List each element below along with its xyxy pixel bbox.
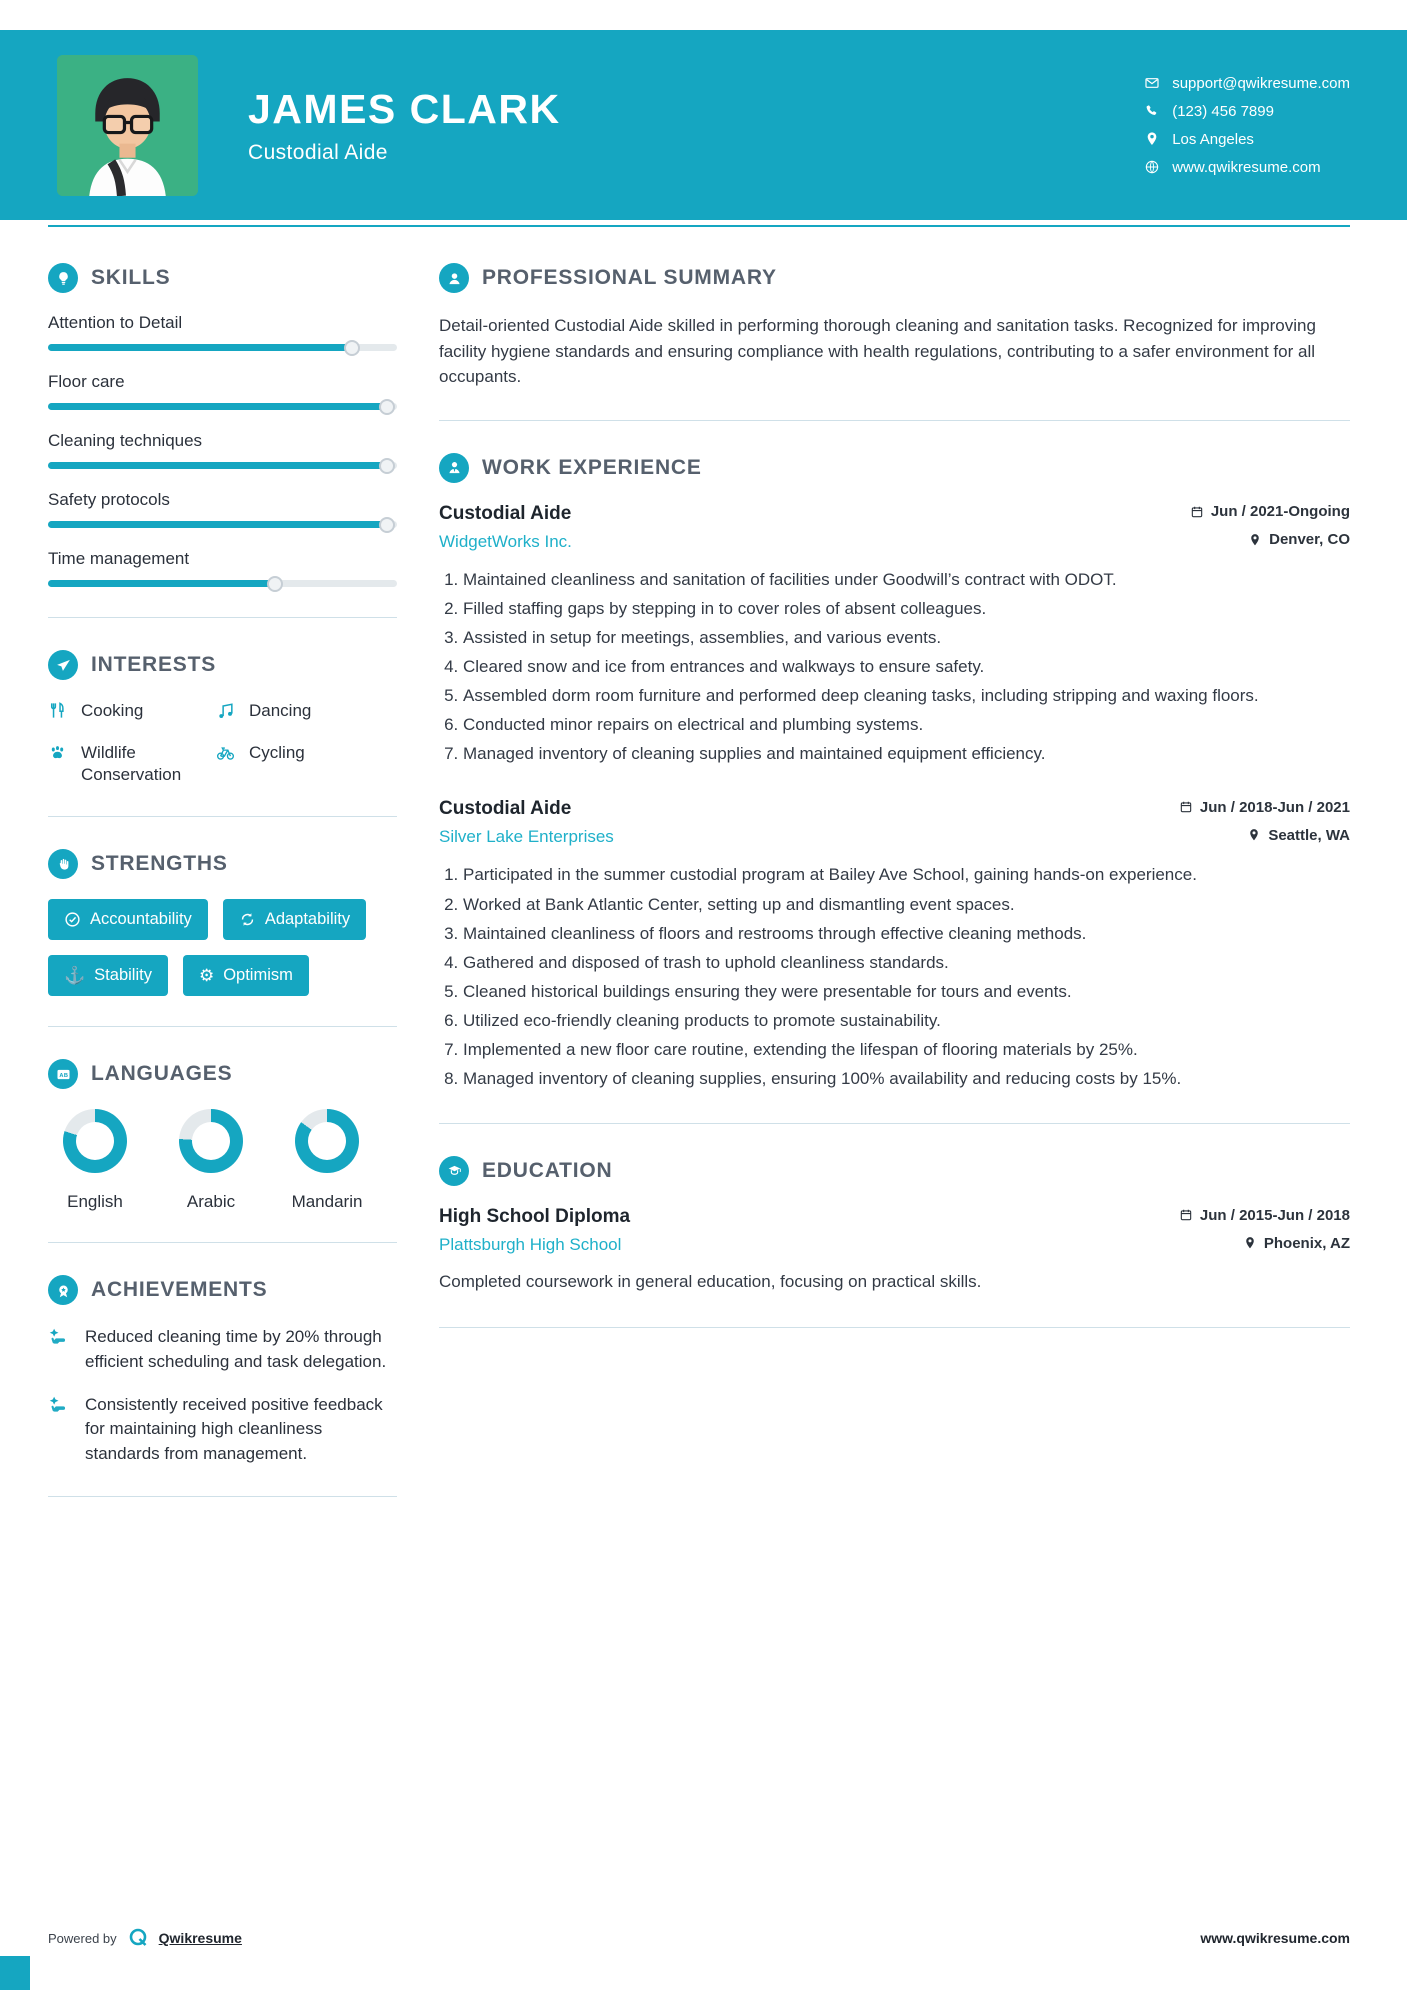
- strengths-title: STRENGTHS: [91, 852, 228, 876]
- left-column: [48, 263, 397, 1529]
- experience-bullet: 3. Maintained cleanliness of floors and restrooms through effective cleaning methods.: [463, 922, 1350, 946]
- language-item: [176, 1109, 246, 1212]
- achievement-text: Consistently received positive feedback for maintaining high cleanliness standards from management.: [85, 1394, 383, 1463]
- education-title: EDUCATION: [482, 1159, 613, 1183]
- section-achievements: [48, 1275, 397, 1466]
- experience-bullet: 2. Filled staffing gaps by stepping in to cover roles of absent colleagues.: [463, 597, 1350, 621]
- section-divider: [439, 1327, 1350, 1328]
- skill-bar: [48, 580, 397, 587]
- pin-icon: [1247, 828, 1261, 842]
- content-columns: [0, 227, 1407, 1529]
- language-card-icon: [48, 1059, 78, 1089]
- qwikresume-brand-link[interactable]: Qwikresume: [158, 1930, 242, 1946]
- achievements-heading-row: [48, 1275, 397, 1305]
- language-donut: [179, 1109, 243, 1173]
- strength-chip: [48, 955, 168, 996]
- experience-bullet: 7. Implemented a new floor care routine, extending the lifespan of flooring materials by 25%.: [463, 1038, 1350, 1062]
- job-location: Seattle, WA: [1247, 827, 1350, 844]
- job-bullet-list: [439, 863, 1350, 1091]
- strengths-heading-row: [48, 849, 397, 879]
- section-divider: [439, 420, 1350, 421]
- contact-list: [1144, 64, 1350, 187]
- job-title-row: [439, 503, 1350, 525]
- wildlife-icon: [48, 742, 70, 786]
- globe-icon: [1144, 159, 1160, 175]
- experience-bullet: 4. Cleared snow and ice from entrances and walkways to ensure safety.: [463, 655, 1350, 679]
- sparkle-hand-icon: [48, 1325, 72, 1374]
- skill-bar: [48, 462, 397, 469]
- section-languages: [48, 1059, 397, 1212]
- languages-title: LANGUAGES: [91, 1062, 233, 1086]
- powered-by-label: Powered by: [48, 1930, 117, 1946]
- education-school-row: [439, 1228, 1350, 1255]
- svg-text:A: A: [58, 1072, 63, 1079]
- interest-label: Wildlife Conservation: [81, 743, 182, 785]
- footer: [48, 1926, 1350, 1950]
- skill-label: Time management: [48, 549, 190, 568]
- contact-email-text: support@qwikresume.com: [1172, 74, 1350, 92]
- skill-label: Cleaning techniques: [48, 431, 203, 450]
- graduate-icon: [439, 1156, 469, 1186]
- job-bullet-list: [439, 568, 1350, 767]
- job-title-row: [439, 798, 1350, 820]
- language-item: [60, 1109, 130, 1212]
- language-donut: [63, 1109, 127, 1173]
- header: [0, 30, 1407, 220]
- pin-icon: [1243, 1236, 1257, 1250]
- contact-location[interactable]: [1144, 131, 1350, 148]
- experience-bullet: 4. Gathered and disposed of trash to uphold cleanliness standards.: [463, 951, 1350, 975]
- medal-icon: [48, 1275, 78, 1305]
- job-entry: [439, 503, 1350, 767]
- languages-heading-row: [48, 1059, 397, 1089]
- section-strengths: [48, 849, 397, 996]
- strength-label: Stability: [94, 966, 152, 985]
- skill-item: [48, 490, 397, 528]
- lightbulb-icon: [48, 263, 78, 293]
- footer-website-link[interactable]: www.qwikresume.com: [1200, 1930, 1350, 1946]
- section-divider: [48, 1242, 397, 1243]
- language-label: Arabic: [186, 1192, 236, 1212]
- achievements-title: ACHIEVEMENTS: [91, 1278, 268, 1302]
- experience-bullet: 1. Maintained cleanliness and sanitation of facilities under Goodwill’s contract with ODOT.: [463, 568, 1350, 592]
- experience-bullet: 3. Assisted in setup for meetings, assemblies, and various events.: [463, 626, 1350, 650]
- skill-label: Floor care: [48, 372, 125, 391]
- qwikresume-logo-icon: [126, 1926, 150, 1950]
- skills-title: SKILLS: [91, 266, 171, 289]
- summary-title: PROFESSIONAL SUMMARY: [482, 266, 777, 289]
- section-experience: [439, 453, 1350, 1092]
- strength-chips: [48, 899, 397, 996]
- skill-item: [48, 431, 397, 469]
- education-heading-row: [439, 1156, 1350, 1186]
- section-divider: [48, 816, 397, 817]
- music-note-icon: [216, 700, 238, 726]
- interest-label: Cooking: [81, 701, 144, 720]
- language-donut: [295, 1109, 359, 1173]
- education-degree-row: [439, 1206, 1350, 1228]
- company-name: Silver Lake Enterprises: [439, 827, 614, 847]
- languages-row: [48, 1109, 397, 1212]
- education-entry: [439, 1206, 1350, 1295]
- contact-location-text: Los Angeles: [1172, 130, 1254, 148]
- job-title: Custodial Aide: [439, 502, 572, 524]
- degree-name: High School Diploma: [439, 1206, 631, 1228]
- corner-accent: [0, 1956, 30, 1990]
- education-location: Phoenix, AZ: [1243, 1235, 1350, 1252]
- anchor-icon: ⚓: [64, 966, 86, 986]
- utensils-icon: [48, 700, 70, 726]
- section-divider: [48, 617, 397, 618]
- skill-bar: [48, 403, 397, 410]
- strength-label: Optimism: [223, 966, 293, 985]
- experience-bullet: 5. Assembled dorm room furniture and performed deep cleaning tasks, including stripping and waxing floors.: [463, 684, 1350, 708]
- achievement-item: [48, 1325, 397, 1374]
- experience-heading-row: [439, 453, 1350, 483]
- email-icon: [1144, 75, 1160, 91]
- achievement-item: [48, 1393, 397, 1467]
- job-location: Denver, CO: [1248, 531, 1350, 548]
- interest-label: Cycling: [249, 743, 305, 763]
- skill-item: [48, 313, 397, 351]
- contact-email[interactable]: [1144, 75, 1350, 92]
- avatar: [57, 55, 198, 196]
- candidate-name: JAMES CLARK: [248, 85, 561, 132]
- strength-chip: [48, 899, 208, 940]
- experience-bullet: 6. Utilized eco-friendly cleaning products to promote sustainability.: [463, 1009, 1350, 1033]
- skill-label: Attention to Detail: [48, 313, 183, 332]
- pin-icon: [1248, 533, 1262, 547]
- bicycle-icon: [216, 742, 238, 786]
- achievement-text: Reduced cleaning time by 20% through efficient scheduling and task delegation.: [85, 1327, 387, 1371]
- sparkle-hand-icon: [48, 1393, 72, 1467]
- calendar-icon: [1179, 800, 1193, 814]
- summary-text: Detail-oriented Custodial Aide skilled in performing thorough cleaning and sanitation tasks. Recognized for improving facility hygiene standards and ensuring compliance with health regulations, contributing to a safer environment for all occupants.: [439, 316, 1316, 386]
- job-company-row: [439, 525, 1350, 552]
- section-education: [439, 1156, 1350, 1295]
- skills-heading-row: [48, 263, 397, 293]
- candidate-title: Custodial Aide: [248, 140, 388, 164]
- contact-website-text: www.qwikresume.com: [1172, 158, 1321, 176]
- company-name: WidgetWorks Inc.: [439, 531, 572, 551]
- strength-chip: [183, 955, 309, 996]
- school-name: Plattsburgh High School: [439, 1235, 622, 1255]
- experience-bullet: 5. Cleaned historical buildings ensuring they were presentable for tours and events.: [463, 980, 1350, 1004]
- experience-bullet: 2. Worked at Bank Atlantic Center, setting up and dismantling event spaces.: [463, 893, 1350, 917]
- summary-heading-row: [439, 263, 1350, 293]
- section-interests: [48, 650, 397, 786]
- section-skills: [48, 263, 397, 587]
- strength-chip: [223, 899, 366, 940]
- identity-block: [248, 86, 561, 165]
- calendar-icon: [1179, 1208, 1193, 1222]
- experience-title: WORK EXPERIENCE: [482, 455, 702, 479]
- job-dates: Jun / 2021-Ongoing: [1190, 503, 1350, 520]
- interest-item: [48, 742, 216, 786]
- section-divider: [439, 1123, 1350, 1124]
- interest-item: [48, 700, 216, 726]
- job-company-row: [439, 820, 1350, 847]
- phone-icon: [1144, 103, 1160, 119]
- language-item: [292, 1109, 362, 1212]
- strength-label: Adaptability: [264, 910, 351, 929]
- interest-item: [216, 700, 397, 726]
- job-entry: [439, 798, 1350, 1091]
- language-label: English: [67, 1192, 123, 1212]
- interests-title: INTERESTS: [91, 653, 217, 676]
- experience-bullet: 8. Managed inventory of cleaning supplies, ensuring 100% availability and reducing costs by 15%.: [463, 1067, 1350, 1091]
- contact-website[interactable]: [1144, 159, 1350, 176]
- contact-phone-text: (123) 456 7899: [1172, 102, 1274, 120]
- calendar-icon: [1190, 505, 1204, 519]
- skill-item: [48, 549, 397, 587]
- check-circle-icon: [64, 911, 81, 928]
- strength-label: Accountability: [90, 910, 192, 929]
- education-dates: Jun / 2015-Jun / 2018: [1179, 1207, 1350, 1224]
- powered-by: [48, 1926, 242, 1950]
- skill-bar: [48, 521, 397, 528]
- interests-grid: [48, 700, 397, 786]
- location-icon: [1144, 131, 1160, 147]
- experience-bullet: 7. Managed inventory of cleaning supplies and maintained equipment efficiency.: [463, 742, 1350, 766]
- skill-bar: [48, 344, 397, 351]
- interest-label: Dancing: [249, 701, 312, 720]
- section-divider: [48, 1496, 397, 1497]
- svg-text:B: B: [63, 1072, 68, 1079]
- job-title: Custodial Aide: [439, 798, 572, 820]
- refresh-icon: [239, 911, 256, 928]
- experience-bullet: 1. Participated in the summer custodial program at Bailey Ave School, gaining hands-on experience.: [463, 863, 1350, 887]
- paper-plane-icon: [48, 650, 78, 680]
- job-dates: Jun / 2018-Jun / 2021: [1179, 799, 1350, 816]
- profile-photo: [57, 55, 198, 196]
- contact-phone[interactable]: [1144, 103, 1350, 120]
- hand-icon: [48, 849, 78, 879]
- skill-label: Safety protocols: [48, 490, 170, 509]
- person-tie-icon: [439, 453, 469, 483]
- language-label: Mandarin: [291, 1192, 363, 1212]
- right-column: [439, 263, 1350, 1529]
- education-text: Completed coursework in general education, focusing on practical skills.: [439, 1272, 982, 1292]
- interests-heading-row: [48, 650, 397, 680]
- gear-icon: ⚙: [198, 966, 215, 986]
- interest-item: [216, 742, 397, 786]
- section-summary: [439, 263, 1350, 390]
- person-icon: [439, 263, 469, 293]
- skill-item: [48, 372, 397, 410]
- section-divider: [48, 1026, 397, 1027]
- experience-bullet: 6. Conducted minor repairs on electrical and plumbing systems.: [463, 713, 1350, 737]
